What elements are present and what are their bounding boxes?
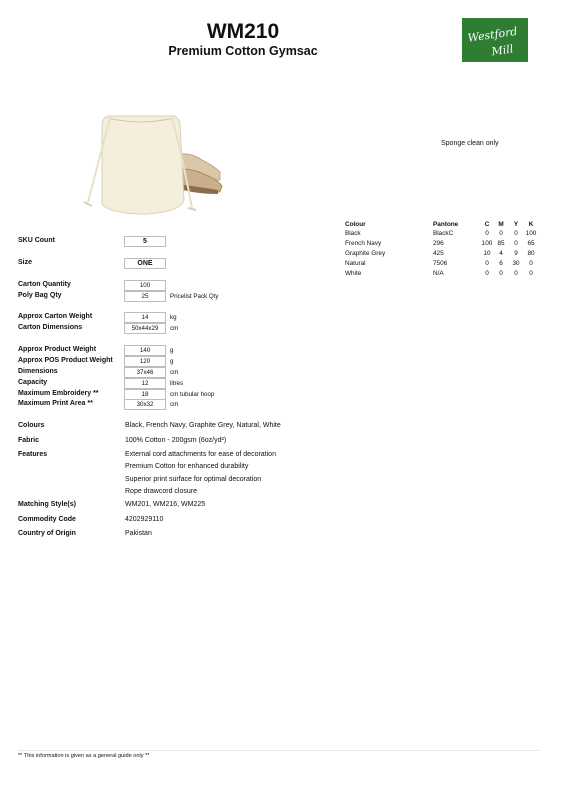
sku-count-label: SKU Count	[18, 237, 55, 244]
pos-weight-label: Approx POS Product Weight	[18, 357, 113, 364]
size-value: ONE	[124, 258, 166, 269]
colour-table-row-c: 100	[481, 240, 493, 247]
poly-bag-qty-label: Poly Bag Qty	[18, 292, 62, 299]
colour-table-row-m: 0	[499, 230, 503, 237]
commodity-code-label: Commodity Code	[18, 516, 76, 523]
colour-table-row-colour: Black	[345, 230, 361, 237]
carton-dimensions-label: Carton Dimensions	[18, 324, 83, 331]
colour-table-row-k: 80	[527, 250, 535, 257]
colour-table-row-colour: White	[345, 270, 362, 277]
colour-table-row-pantone: N/A	[433, 270, 444, 277]
colour-table-row-y: 9	[514, 250, 518, 257]
colour-table-row-k: 0	[529, 270, 533, 277]
colour-table-row-colour: French Navy	[345, 240, 382, 247]
carton-quantity-label: Carton Quantity	[18, 281, 71, 288]
colour-table-row-c: 10	[483, 250, 491, 257]
country-of-origin-value: Pakistan	[125, 530, 152, 537]
colour-table-row-y: 0	[514, 240, 518, 247]
fabric-label: Fabric	[18, 437, 40, 444]
max-embroidery-label: Maximum Embroidery **	[18, 390, 99, 397]
footer-disclaimer: ** This information is given as a general guide only **	[18, 753, 150, 759]
product-image	[80, 104, 230, 220]
product-weight-label: Approx Product Weight	[18, 346, 97, 353]
max-embroidery-unit: cm tubular hoop	[170, 391, 215, 398]
colour-table-header-c: C	[484, 221, 490, 228]
colour-table-row-colour: Graphite Grey	[345, 250, 386, 257]
product-weight-value: 140	[124, 345, 166, 356]
colour-table-header-k: K	[528, 221, 534, 228]
product-weight-unit: g	[170, 347, 174, 354]
colour-table-header-y: Y	[513, 221, 519, 228]
colour-table-row-m: 85	[497, 240, 505, 247]
matching-styles-label: Matching Style(s)	[18, 501, 76, 508]
dimensions-value: 37x46	[124, 367, 166, 378]
colour-table-row-colour: Natural	[345, 260, 366, 267]
feature-item: External cord attachments for ease of decoration	[125, 451, 276, 458]
colour-table-row-m: 6	[499, 260, 503, 267]
colour-table-row-y: 30	[512, 260, 520, 267]
colour-table-row-k: 65	[527, 240, 535, 247]
country-of-origin-label: Country of Origin	[18, 530, 76, 537]
carton-weight-unit: kg	[170, 314, 177, 321]
product-name-subtitle: Premium Cotton Gymsac	[168, 44, 318, 58]
capacity-unit: litres	[170, 380, 184, 387]
colour-table-row-pantone: BlackC	[433, 230, 454, 237]
colour-table-header-colour: Colour	[345, 221, 366, 228]
carton-weight-label: Approx Carton Weight	[18, 313, 93, 320]
fabric-value: 100% Cotton - 200gsm (6oz/yd²)	[125, 437, 227, 444]
colours-label: Colours	[18, 422, 45, 429]
features-label: Features	[18, 451, 48, 458]
colour-table-row-c: 0	[485, 270, 489, 277]
poly-bag-qty-note: Pricelist Pack Qty	[170, 293, 219, 300]
colour-table-row-pantone: 425	[433, 250, 444, 257]
dimensions-label: Dimensions	[18, 368, 58, 375]
max-embroidery-value: 18	[124, 389, 166, 400]
carton-dimensions-unit: cm	[170, 325, 179, 332]
matching-styles-value: WM201, WM216, WM225	[125, 501, 206, 508]
colour-table-row-c: 0	[485, 230, 489, 237]
colour-table-row-pantone: 296	[433, 240, 444, 247]
sku-count-value: 5	[124, 236, 166, 247]
colour-table-row-k: 100	[525, 230, 537, 237]
carton-weight-value: 14	[124, 312, 166, 323]
max-print-area-unit: cm	[170, 401, 179, 408]
product-code-title: WM210	[206, 20, 280, 43]
colour-table-row-k: 0	[529, 260, 533, 267]
colours-value: Black, French Navy, Graphite Grey, Natural, White	[125, 422, 281, 429]
capacity-label: Capacity	[18, 379, 48, 386]
commodity-code-value: 4202929110	[125, 516, 164, 523]
feature-item: Rope drawcord closure	[125, 488, 197, 495]
pos-weight-value: 120	[124, 356, 166, 367]
logo-text-2: Mill	[490, 42, 515, 59]
pos-weight-unit: g	[170, 358, 174, 365]
care-instructions: Sponge clean only	[441, 140, 499, 147]
colour-table-row-y: 0	[514, 230, 518, 237]
footer-divider	[18, 750, 540, 751]
colour-table-row-y: 0	[514, 270, 518, 277]
max-print-area-label: Maximum Print Area **	[18, 400, 93, 407]
logo-text-1: Westford	[466, 24, 519, 45]
colour-table-row-m: 0	[499, 270, 503, 277]
max-print-area-value: 30x32	[124, 399, 166, 410]
colour-table-row-pantone: 7506	[433, 260, 448, 267]
feature-item: Superior print surface for optimal decoration	[125, 476, 262, 483]
colour-table-header-pantone: Pantone	[433, 221, 459, 228]
carton-dimensions-value: 50x44x29	[124, 323, 166, 334]
carton-quantity-value: 100	[124, 280, 166, 291]
dimensions-unit: cm	[170, 369, 179, 376]
colour-table-header-m: M	[498, 221, 504, 228]
capacity-value: 12	[124, 378, 166, 389]
size-label: Size	[18, 259, 33, 266]
westford-mill-logo	[462, 18, 528, 62]
poly-bag-qty-value: 25	[124, 291, 166, 302]
colour-table-row-c: 0	[485, 260, 489, 267]
feature-item: Premium Cotton for enhanced durability	[125, 463, 249, 470]
colour-table-row-m: 4	[499, 250, 503, 257]
